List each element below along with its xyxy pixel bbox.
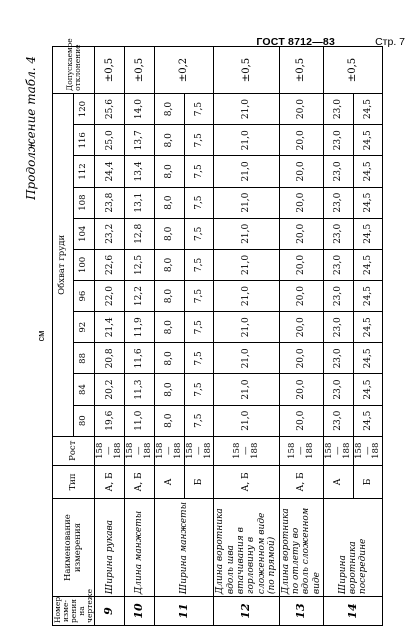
value-cell: 11,0 (125, 405, 155, 436)
value-cell: 23,0 (323, 281, 353, 312)
tolerance-value: ±0,5 (125, 47, 155, 94)
value-cell: 23,0 (323, 343, 353, 374)
value-cell: 7,5 (184, 187, 214, 218)
height-range: 158—188 (184, 436, 214, 465)
value-cell: 20,0 (279, 249, 323, 280)
value-cell: 8,0 (154, 218, 184, 249)
value-cell: 24,4 (95, 156, 125, 187)
value-cell: 7,5 (184, 405, 214, 436)
value-cell: 8,0 (154, 343, 184, 374)
page-number: Стр. 7 (375, 36, 405, 48)
table-row (214, 47, 279, 626)
value-cell: 21,0 (214, 312, 279, 343)
value-cell: 7,5 (184, 374, 214, 405)
girth-header: 80 (74, 405, 95, 436)
value-cell: 21,0 (214, 281, 279, 312)
value-cell: 20,0 (279, 281, 323, 312)
value-cell: 23,0 (323, 312, 353, 343)
value-cell: 25,6 (95, 93, 125, 124)
col-girth-group-header: Обхват груди (53, 93, 74, 436)
table-row (125, 47, 155, 626)
value-cell: 11,9 (125, 312, 155, 343)
value-cell: 14,0 (125, 93, 155, 124)
value-cell: 23,0 (323, 125, 353, 156)
girth-header: 92 (74, 312, 95, 343)
value-cell: 20,0 (279, 156, 323, 187)
value-cell: 7,5 (184, 156, 214, 187)
value-cell: 8,0 (154, 249, 184, 280)
measurement-name: Длина воротника вдоль шва втачивания в горловину в сложенном виде (по прямой) (214, 499, 279, 597)
value-cell: 22,0 (95, 281, 125, 312)
value-cell: 23,0 (323, 93, 353, 124)
value-cell: 23,0 (323, 249, 353, 280)
girth-header: 84 (74, 374, 95, 405)
figure-type: А (154, 465, 184, 498)
height-range: 158—188 (95, 436, 125, 465)
value-cell: 11,6 (125, 343, 155, 374)
girth-header: 120 (74, 93, 95, 124)
row-number: 13 (279, 597, 323, 626)
value-cell: 7,5 (184, 249, 214, 280)
value-cell: 21,0 (214, 218, 279, 249)
value-cell: 23,0 (323, 156, 353, 187)
value-cell: 12,2 (125, 281, 155, 312)
height-range: 158—188 (125, 436, 155, 465)
value-cell: 7,5 (184, 93, 214, 124)
value-cell: 24,5 (353, 218, 383, 249)
standard-number: ГОСТ 8712—83 (256, 36, 335, 48)
value-cell: 8,0 (154, 281, 184, 312)
value-cell: 8,0 (154, 374, 184, 405)
value-cell: 24,5 (353, 312, 383, 343)
value-cell: 8,0 (154, 312, 184, 343)
value-cell: 8,0 (154, 187, 184, 218)
value-cell: 11,3 (125, 374, 155, 405)
height-range: 158—188 (214, 436, 279, 465)
figure-type: А, Б (95, 465, 125, 498)
height-range: 158—188 (323, 436, 353, 465)
value-cell: 24,5 (353, 125, 383, 156)
girth-header: 100 (74, 249, 95, 280)
tolerance-value: ±0,5 (95, 47, 125, 94)
measurement-name: Ширина воротника посередине (323, 499, 383, 597)
value-cell: 13,7 (125, 125, 155, 156)
value-cell: 20,0 (279, 93, 323, 124)
header-row-1 (53, 47, 74, 626)
value-cell: 22,6 (95, 249, 125, 280)
tolerance-value: ±0,5 (214, 47, 279, 94)
tolerance-value: ±0,2 (154, 47, 214, 94)
tolerance-value: ±0,5 (279, 47, 323, 94)
figure-type: А (323, 465, 353, 498)
value-cell: 7,5 (184, 218, 214, 249)
col-height-header: Рост (53, 436, 95, 465)
value-cell: 20,0 (279, 125, 323, 156)
value-cell: 8,0 (154, 156, 184, 187)
figure-type: А, Б (214, 465, 279, 498)
height-range: 158—188 (279, 436, 323, 465)
value-cell: 24,5 (353, 281, 383, 312)
col-name-header: Наименование измерения (53, 499, 95, 597)
value-cell: 20,0 (279, 187, 323, 218)
table-row (154, 47, 184, 626)
row-number: 14 (323, 597, 383, 626)
page-header (0, 0, 419, 50)
measurement-name: Длина воротника по отлету во вдоль сложенном виде (279, 499, 323, 597)
value-cell: 20,0 (279, 218, 323, 249)
value-cell: 21,4 (95, 312, 125, 343)
value-cell: 24,5 (353, 374, 383, 405)
value-cell: 7,5 (184, 125, 214, 156)
girth-header: 96 (74, 281, 95, 312)
value-cell: 20,0 (279, 405, 323, 436)
tolerance-value: ±0,5 (323, 47, 383, 94)
value-cell: 20,0 (279, 343, 323, 374)
value-cell: 21,0 (214, 93, 279, 124)
value-cell: 20,0 (279, 374, 323, 405)
measurement-name: Длина манжеты (125, 499, 155, 597)
value-cell: 23,8 (95, 187, 125, 218)
row-number: 10 (125, 597, 155, 626)
value-cell: 23,0 (323, 374, 353, 405)
row-number: 11 (154, 597, 214, 626)
value-cell: 23,0 (323, 187, 353, 218)
unit-label: см (36, 330, 46, 342)
value-cell: 25,0 (95, 125, 125, 156)
value-cell: 7,5 (184, 312, 214, 343)
value-cell: 21,0 (214, 125, 279, 156)
value-cell: 12,8 (125, 218, 155, 249)
value-cell: 19,6 (95, 405, 125, 436)
measurement-name: Ширина рукава (95, 499, 125, 597)
girth-header: 104 (74, 218, 95, 249)
value-cell: 24,5 (353, 187, 383, 218)
value-cell: 24,5 (353, 249, 383, 280)
value-cell: 24,5 (353, 343, 383, 374)
measurement-name: Ширина манжеты (154, 499, 214, 597)
girth-header: 88 (74, 343, 95, 374)
value-cell: 21,0 (214, 249, 279, 280)
value-cell: 21,0 (214, 187, 279, 218)
col-tolerance-header: Допускаемое отклонение (53, 47, 95, 94)
table-row (95, 47, 125, 626)
col-type-header: Тип (53, 465, 95, 498)
figure-type: Б (353, 465, 383, 498)
height-range: 158—188 (353, 436, 383, 465)
value-cell: 21,0 (214, 405, 279, 436)
value-cell: 21,0 (214, 156, 279, 187)
value-cell: 23,2 (95, 218, 125, 249)
value-cell: 21,0 (214, 374, 279, 405)
value-cell: 23,0 (323, 405, 353, 436)
table-row (323, 47, 353, 626)
row-number: 12 (214, 597, 279, 626)
value-cell: 8,0 (154, 93, 184, 124)
value-cell: 13,4 (125, 156, 155, 187)
value-cell: 8,0 (154, 125, 184, 156)
value-cell: 20,8 (95, 343, 125, 374)
continuation-caption: Продолжение табл. 4 (24, 56, 38, 200)
figure-type: Б (184, 465, 214, 498)
girth-header: 112 (74, 156, 95, 187)
row-number: 9 (95, 597, 125, 626)
value-cell: 13,1 (125, 187, 155, 218)
value-cell: 23,0 (323, 218, 353, 249)
value-cell: 12,5 (125, 249, 155, 280)
value-cell: 20,0 (279, 312, 323, 343)
value-cell: 24,5 (353, 156, 383, 187)
table-body (95, 47, 383, 626)
value-cell: 24,5 (353, 93, 383, 124)
value-cell: 7,5 (184, 281, 214, 312)
height-range: 158—188 (154, 436, 184, 465)
girth-header: 108 (74, 187, 95, 218)
value-cell: 8,0 (154, 405, 184, 436)
value-cell: 24,5 (353, 405, 383, 436)
figure-type: А, Б (279, 465, 323, 498)
col-number-header: Номер изме-рения на чертеже (53, 597, 95, 626)
value-cell: 20,2 (95, 374, 125, 405)
figure-type: А, Б (125, 465, 155, 498)
value-cell: 7,5 (184, 343, 214, 374)
value-cell: 21,0 (214, 343, 279, 374)
table-row (279, 47, 323, 626)
girth-header: 116 (74, 125, 95, 156)
